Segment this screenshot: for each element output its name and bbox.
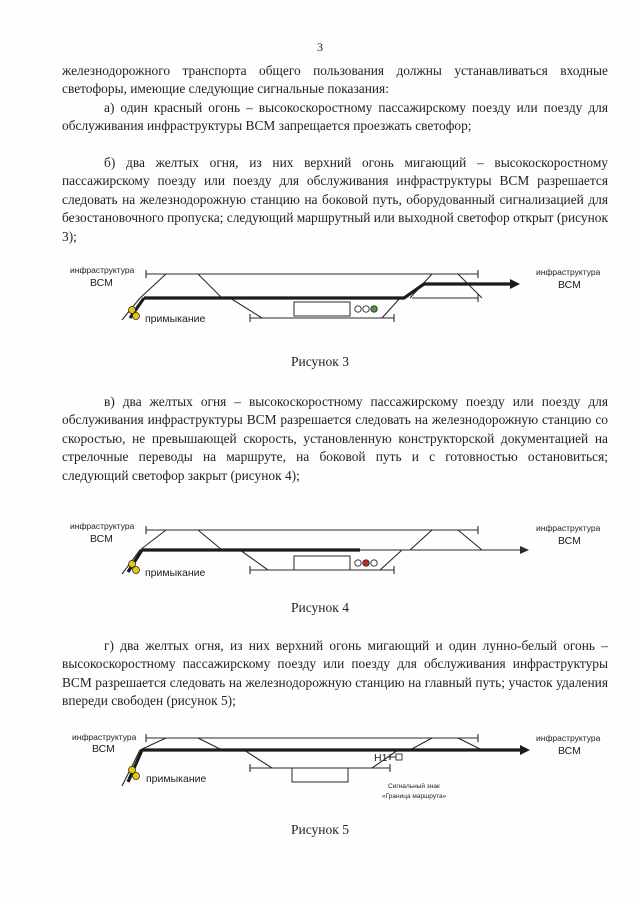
page-number: 3 <box>317 40 323 54</box>
label-vsm-left: ВСМ <box>92 743 115 755</box>
figure-4-diagram <box>0 518 640 586</box>
paragraph-a: а) один красный огонь – высокоскоростному пассажирскому поезду или поезду для обслуживания инфраструктуры ВСМ запрещается проезжать светофор; <box>62 100 608 134</box>
label-vsm-right: ВСМ <box>558 745 581 757</box>
label-infra-right: инфраструктура <box>536 523 601 533</box>
paragraph-g: г) два желтых огня, из них верхний огонь мигающий и один лунно-белый огонь – высокоскоростному пассажирскому поезду или поезду для обслуживания инфраструктуры ВСМ разрешается следовать на железнодорожную станцию на главный путь; участок удаления впереди свободен (рисунок 5); <box>62 638 608 709</box>
label-vsm-right: ВСМ <box>558 279 581 291</box>
label-infra-left: инфраструктура <box>70 521 135 531</box>
sign-caption-line2: «Граница маршрута» <box>382 793 447 800</box>
label-vsm-left: ВСМ <box>90 277 113 289</box>
figure-5-caption: Рисунок 5 <box>291 822 349 837</box>
label-infra-left: инфраструктура <box>70 265 135 275</box>
label-infra-left: инфраструктура <box>72 732 137 742</box>
paragraph-b: б) два желтых огня, из них верхний огонь мигающий – высокоскоростному пассажирскому поезду или поезду для обслуживания инфраструктуры ВСМ разрешается следовать на железнодорожную станцию на боковой путь, оборудованный сигнализацией для безостановочного пропуска; следующий маршрутный или выходной светофор открыт (рисунок 3); <box>62 155 608 244</box>
label-junction: примыкание <box>145 567 206 579</box>
label-vsm-right: ВСМ <box>558 535 581 547</box>
figure-3-caption: Рисунок 3 <box>291 354 349 369</box>
label-junction: примыкание <box>146 773 207 785</box>
paragraph-intro: железнодорожного транспорта общего пользования должны устанавливаться входные светофоры, имеющие следующие сигнальные показания: <box>62 63 608 97</box>
figure-5-diagram <box>0 730 640 805</box>
label-vsm-left: ВСМ <box>90 533 113 545</box>
label-infra-right: инфраструктура <box>536 267 601 277</box>
label-infra-right: инфраструктура <box>536 733 601 743</box>
figure-4-caption: Рисунок 4 <box>291 600 349 615</box>
paragraph-v: в) два желтых огня – высокоскоростному пассажирскому поезду или поезду для обслуживания инфраструктуры ВСМ разрешается следовать на железнодорожную станцию со скоростью, не превышающей скорость, установленную конструкторской документацией на стрелочные переводы на маршруте, на боковой путь и с готовностью остановиться; следующий светофор закрыт (рисунок 4); <box>62 394 608 483</box>
sign-caption-line1: Сигнальный знак <box>388 783 440 790</box>
signal-h1-label: Н1 <box>374 752 388 764</box>
label-junction: примыкание <box>145 313 206 325</box>
figure-3-diagram <box>0 262 640 330</box>
